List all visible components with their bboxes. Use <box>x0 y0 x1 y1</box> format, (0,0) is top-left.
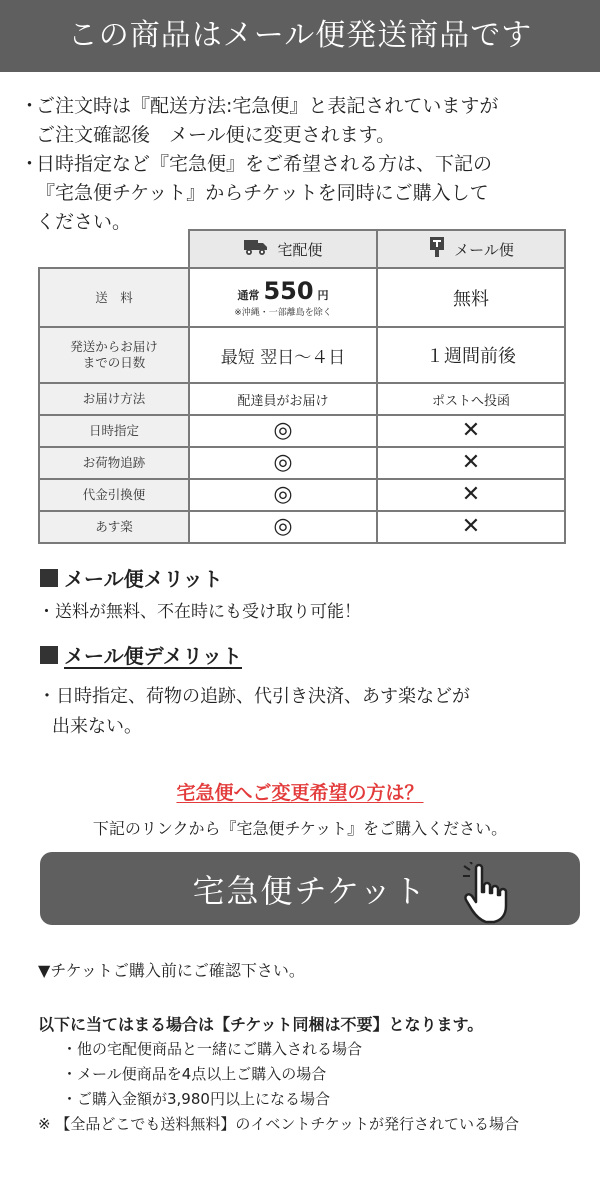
double-circle-icon: ◎ <box>189 415 377 447</box>
column-header-takuhaibin: 宅配便 <box>189 230 377 268</box>
merit-heading: メール便メリット <box>40 563 223 592</box>
cross-icon: ✕ <box>377 511 565 543</box>
table-row: お荷物追跡 ◎ ✕ <box>39 447 565 479</box>
shipping-comparison-table <box>38 229 566 544</box>
truck-icon <box>243 238 269 260</box>
double-circle-icon: ◎ <box>189 479 377 511</box>
intro-line: ・ 日時指定など『宅急便』をご希望される方は、下記の <box>20 153 493 175</box>
list-item: ・メール便商品を4点以上ご購入の場合 <box>62 1065 327 1083</box>
cross-icon: ✕ <box>377 447 565 479</box>
mailbox-icon <box>428 236 446 262</box>
demerit-text-line2: 出来ない。 <box>52 716 142 737</box>
double-circle-icon: ◎ <box>189 511 377 543</box>
pre-purchase-check: ▼チケットご購入前にご確認下さい。 <box>38 961 305 980</box>
column-header-mailbin: メール便 <box>377 230 565 268</box>
conditions-note: ※ 【全品どこでも送料無料】のイベントチケットが発行されている場合 <box>38 1115 519 1133</box>
table-row: あす楽 ◎ ✕ <box>39 511 565 543</box>
list-item: ・他の宅配便商品と一緒にご購入される場合 <box>62 1040 363 1058</box>
intro-line: 『宅急便チケット』からチケットを同時にご購入して <box>36 182 489 204</box>
table-row: 送 料 通常 550 円 ※沖縄・一部離島を除く 無料 <box>39 268 565 327</box>
table-row: 発送からお届け までの日数 最短 翌日～４日 １週間前後 <box>39 327 565 383</box>
cross-icon: ✕ <box>377 415 565 447</box>
intro-line: ください。 <box>36 211 132 233</box>
table-row: 代金引換便 ◎ ✕ <box>39 479 565 511</box>
pointing-hand-icon <box>462 862 522 926</box>
cta-subtext: 下記のリンクから『宅急便チケット』をご購入ください。 <box>92 819 508 838</box>
shipping-price: 550 <box>263 277 314 305</box>
cross-icon: ✕ <box>377 479 565 511</box>
conditions-title: 以下に当てはまる場合は【チケット同梱は不要】となります。 <box>38 1015 484 1034</box>
square-icon <box>40 646 58 664</box>
table-row: お届け方法 配達員がお届け ポストへ投函 <box>39 383 565 415</box>
intro-line: ・ ご注文時は『配送方法:宅急便』と表記されていますが <box>20 95 499 117</box>
square-icon <box>40 569 58 587</box>
intro-notice <box>20 92 590 237</box>
demerit-text-line1: ・日時指定、荷物の追跡、代引き決済、あす楽などが <box>38 686 470 707</box>
merit-text: ・送料が無料、不在時にも受け取り可能！ <box>38 602 361 622</box>
page-title: この商品はメール便発送商品です <box>0 0 600 72</box>
conditions-list <box>62 1037 362 1112</box>
intro-line: ご注文確認後 メール便に変更されます。 <box>36 124 396 146</box>
table-row: 日時指定 ◎ ✕ <box>39 415 565 447</box>
demerit-heading: メール便デメリット <box>40 640 242 669</box>
list-item: ・ご購入金額が3,980円以上になる場合 <box>62 1090 330 1108</box>
double-circle-icon: ◎ <box>189 447 377 479</box>
takkyubin-ticket-button[interactable]: 宅急便チケット <box>40 852 580 925</box>
cta-heading: 宅急便へご変更希望の方は？ <box>176 782 424 804</box>
